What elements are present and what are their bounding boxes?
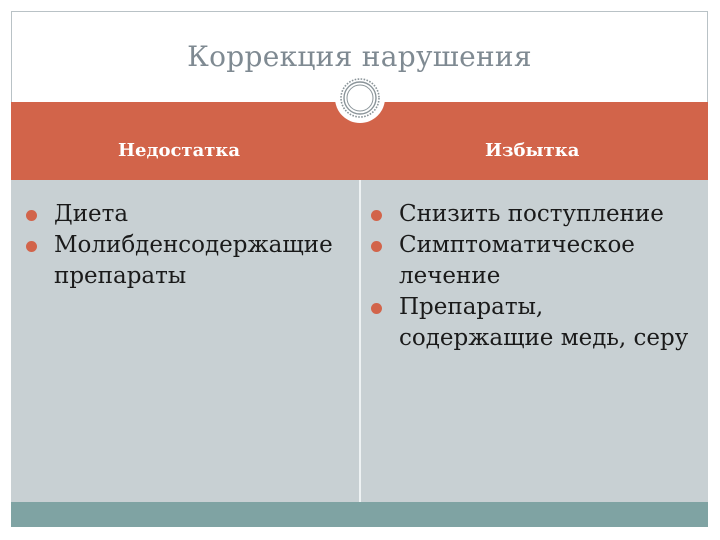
bullet-dot-icon [371, 210, 382, 221]
circle-ornament-icon [334, 72, 386, 124]
deficiency-list [24, 199, 354, 292]
column-heading-excess: Избытка [485, 140, 580, 161]
list-item-text: Диета [54, 201, 129, 227]
list-item [369, 230, 704, 292]
list-item [24, 230, 354, 292]
column-heading-deficiency: Недостатка [118, 140, 241, 161]
bullet-dot-icon [371, 241, 382, 252]
bullet-dot-icon [26, 210, 37, 221]
list-item-text: Молибденсодержащие препараты [54, 232, 333, 289]
list-item [24, 199, 354, 230]
list-item-text: Препараты, содержащие медь, серу [399, 294, 689, 351]
excess-list [369, 199, 704, 354]
list-item-text: Симптоматическое лечение [399, 232, 635, 289]
bullet-dot-icon [26, 241, 37, 252]
list-item-text: Снизить поступление [399, 201, 664, 227]
column-divider [359, 180, 361, 502]
footer-band [11, 502, 708, 527]
list-item [369, 292, 704, 354]
bullet-dot-icon [371, 303, 382, 314]
slide-title: Коррекция нарушения [187, 40, 532, 73]
list-item [369, 199, 704, 230]
